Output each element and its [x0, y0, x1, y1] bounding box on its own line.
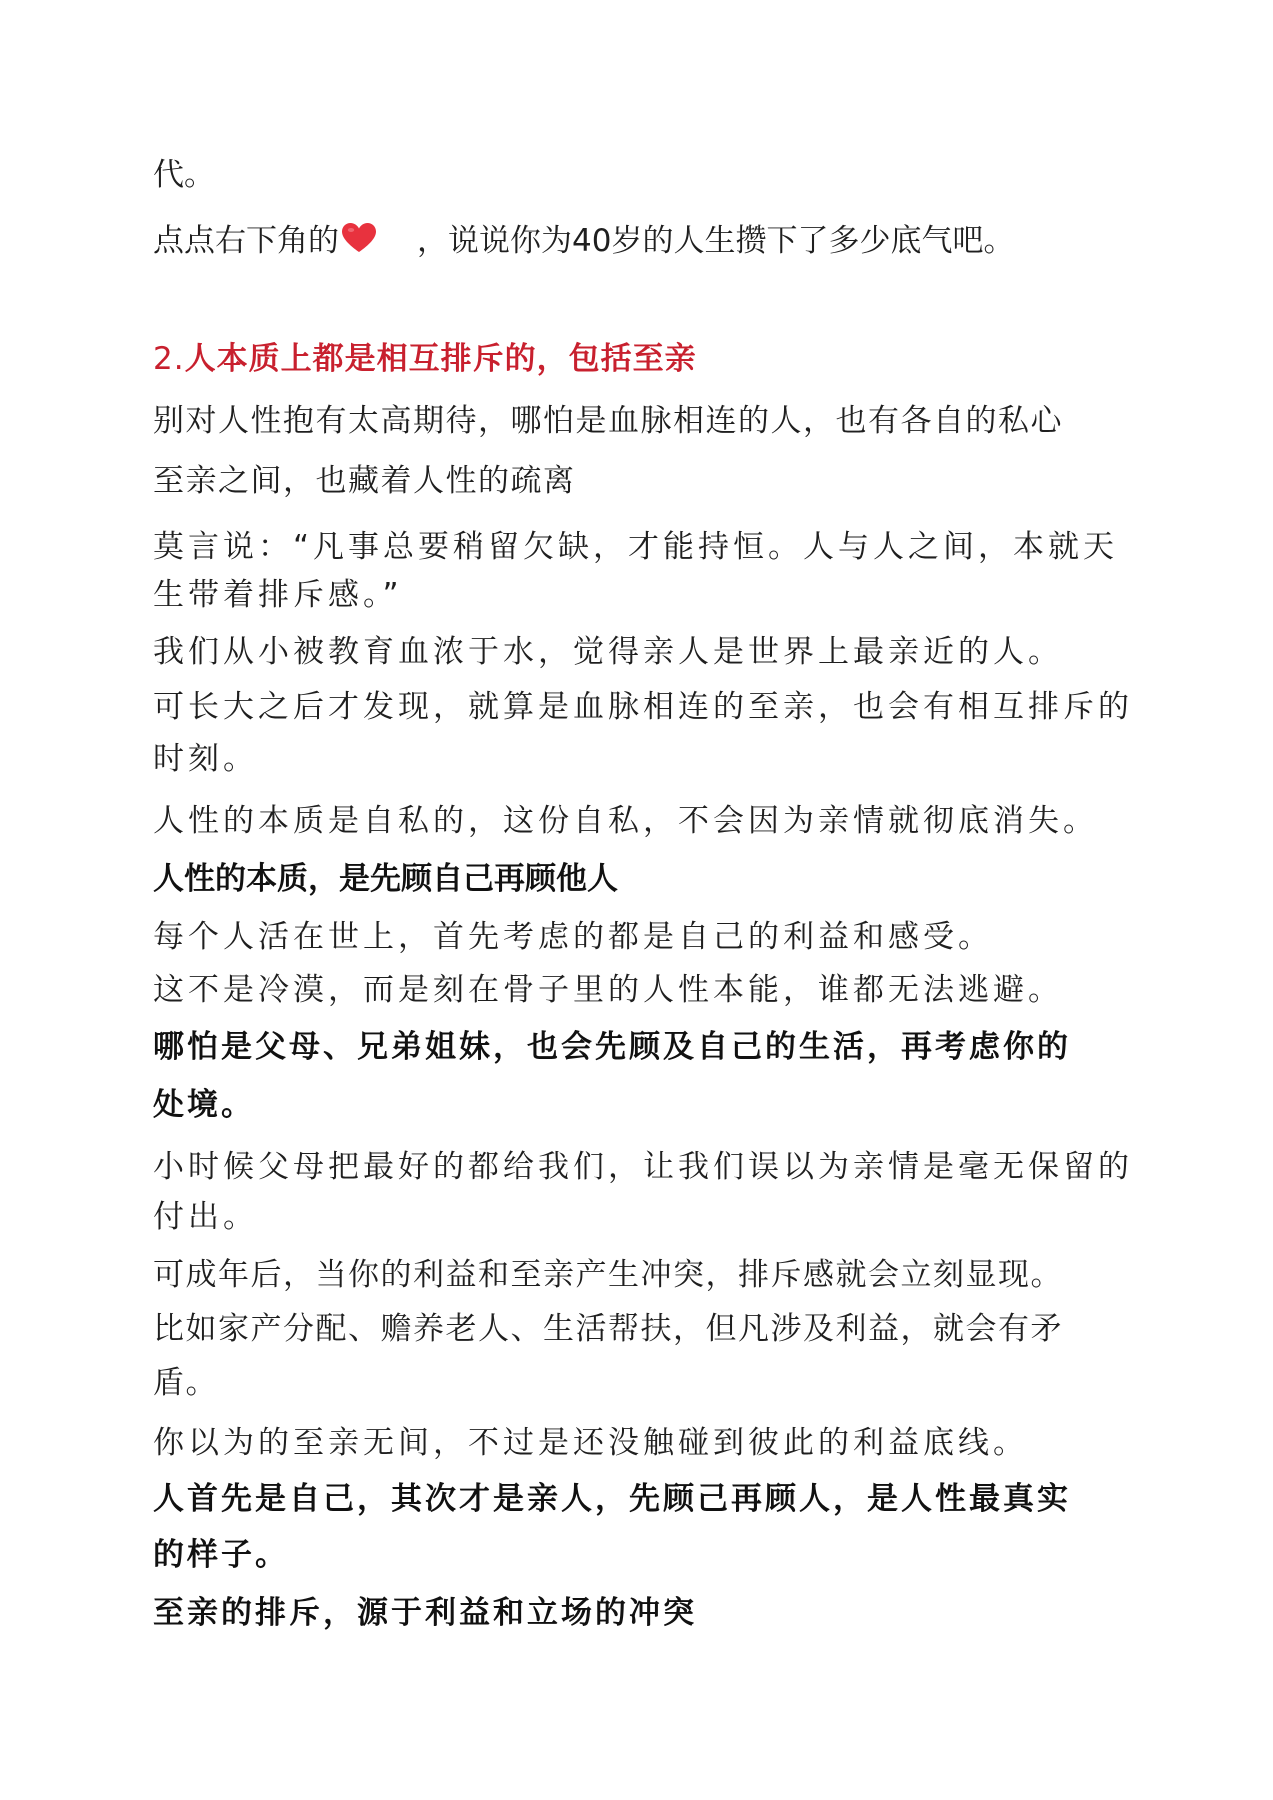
intro-line-2-before: 点点右下角的	[153, 223, 339, 259]
paragraph-line: 每个人活在世上，首先考虑的都是自己的利益和感受。	[153, 919, 993, 955]
section-title: 人本质上都是相互排斥的，包括至亲	[184, 341, 697, 377]
paragraph-line: 付出。	[153, 1199, 258, 1235]
paragraph-line: 可长大之后才发现，就算是血脉相连的至亲，也会有相互排斥的	[153, 689, 1133, 725]
bold-line: 哪怕是父母、兄弟姐妹，也会先顾及自己的生活，再考虑你的	[153, 1029, 1071, 1065]
bold-line: 人首先是自己，其次才是亲人，先顾己再顾人，是人性最真实	[153, 1481, 1071, 1517]
intro-line-2	[153, 222, 1153, 260]
quote-line: 莫言说：“凡事总要稍留欠缺，才能持恒。人与人之间，本就天	[153, 529, 1119, 565]
bold-line: 的样子。	[153, 1537, 289, 1573]
paragraph-line: 你以为的至亲无间，不过是还没触碰到彼此的利益底线。	[153, 1425, 1028, 1461]
paragraph-line: 时刻。	[153, 741, 258, 777]
paragraph-line: 我们从小被教育血浓于水，觉得亲人是世界上最亲近的人。	[153, 634, 1063, 670]
quote-line: 生带着排斥感。”	[153, 577, 403, 613]
paragraph-line: 小时候父母把最好的都给我们，让我们误以为亲情是毫无保留的	[153, 1149, 1133, 1185]
paragraph-line: 比如家产分配、赡养老人、生活帮扶，但凡涉及利益，就会有矛	[153, 1311, 1063, 1347]
bold-heading-line: 人性的本质，是先顾自己再顾他人	[153, 861, 618, 897]
paragraph-line: 别对人性抱有太高期待，哪怕是血脉相连的人，也有各自的私心	[153, 403, 1063, 439]
heart-shape	[342, 223, 376, 252]
bold-heading-line: 至亲的排斥，源于利益和立场的冲突	[153, 1595, 697, 1631]
intro-line-2-after: ，说说你为40岁的人生攒下了多少底气吧。	[417, 223, 1015, 259]
bold-line: 处境。	[153, 1087, 255, 1123]
paragraph-line: 人性的本质是自私的，这份自私，不会因为亲情就彻底消失。	[153, 803, 1098, 839]
paragraph-line: 这不是冷漠，而是刻在骨子里的人性本能，谁都无法逃避。	[153, 972, 1063, 1008]
intro-line-1: 代。	[153, 157, 215, 193]
paragraph-line: 盾。	[153, 1365, 218, 1401]
paragraph-line: 可成年后，当你的利益和至亲产生冲突，排斥感就会立刻显现。	[153, 1257, 1063, 1293]
section-heading	[153, 341, 1153, 377]
section-number: 2.	[153, 341, 185, 377]
paragraph-line: 至亲之间，也藏着人性的疏离	[153, 463, 576, 499]
heart-icon	[341, 222, 377, 260]
